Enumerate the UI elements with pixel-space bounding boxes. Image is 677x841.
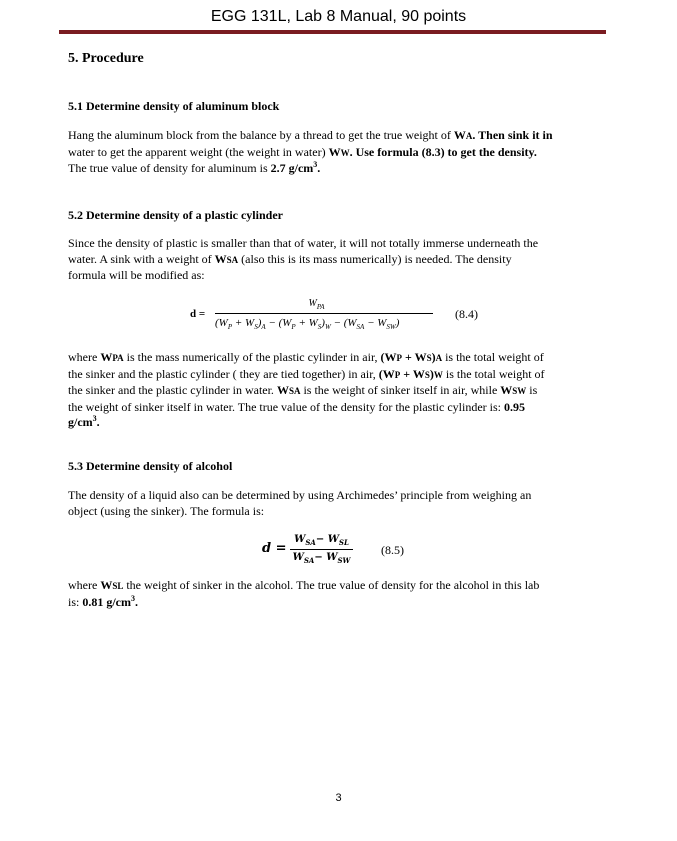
equation-number-8-4: (8.4) bbox=[455, 307, 478, 321]
subsection-title-5-1: 5.1 Determine density of aluminum block bbox=[68, 99, 280, 113]
formula-8-4: d = $W_{PA}$ $(W_P + W_S)_A - (W_P + W_S)_W - (W_{SA} - W_{SW})$ bbox=[190, 298, 490, 334]
paragraph-5-2-explain: where WPA is the mass numerically of the plastic cylinder in air, (WP + WS)A is the total weight of the sinker and the plastic cylinder ( they are tied together) in air, (WP + WS)W is the total weight of the sinker and the plastic cylinder in water. WSA is the weight of sinker itself in air, while WSW is the weight of sinker itself in water. The true value of the density for the plastic cylinder is: 0.95 $g/cm^3$. bbox=[68, 350, 545, 429]
section-title: 5. Procedure bbox=[68, 51, 144, 66]
paragraph-5-1: Hang the aluminum block from the balance by a thread to get the true weight of WA. Then sink it in water to get the apparent weight (the weight in water) WW. Use formula (8.3) to get the density. The true value of density for aluminum is 2.7 $g/cm^3$. bbox=[68, 128, 553, 175]
header-rule bbox=[59, 30, 606, 34]
page-number: 3 bbox=[335, 792, 342, 804]
equation-number-8-5: (8.5) bbox=[381, 543, 404, 557]
page-header-title: EGG 131L, Lab 8 Manual, 90 points bbox=[210, 8, 467, 25]
paragraph-5-3-intro: The density of a liquid also can be determined by using Archimedes’ principle from weighing an object (using the sinker). The formula is: bbox=[68, 488, 532, 518]
paragraph-5-2-intro: Since the density of plastic is smaller than that of water, it will not totally immerse underneath the water. A sink with a weight of WSA (also this is its mass numerically) is needed. The density formula will be modified as: bbox=[68, 236, 539, 282]
subsection-title-5-3: 5.3 Determine density of alcohol bbox=[68, 459, 233, 473]
subsection-title-5-2: 5.2 Determine density of a plastic cylinder bbox=[68, 208, 283, 222]
formula-8-5: d = $W_{SA}- W_{SL}$ $W_{SA}- W_{SW}$ bbox=[262, 534, 382, 568]
paragraph-5-3-explain: where WSL the weight of sinker in the alcohol. The true value of density for the alcohol in this lab is: 0.81 $g/cm^3$. bbox=[68, 578, 540, 609]
